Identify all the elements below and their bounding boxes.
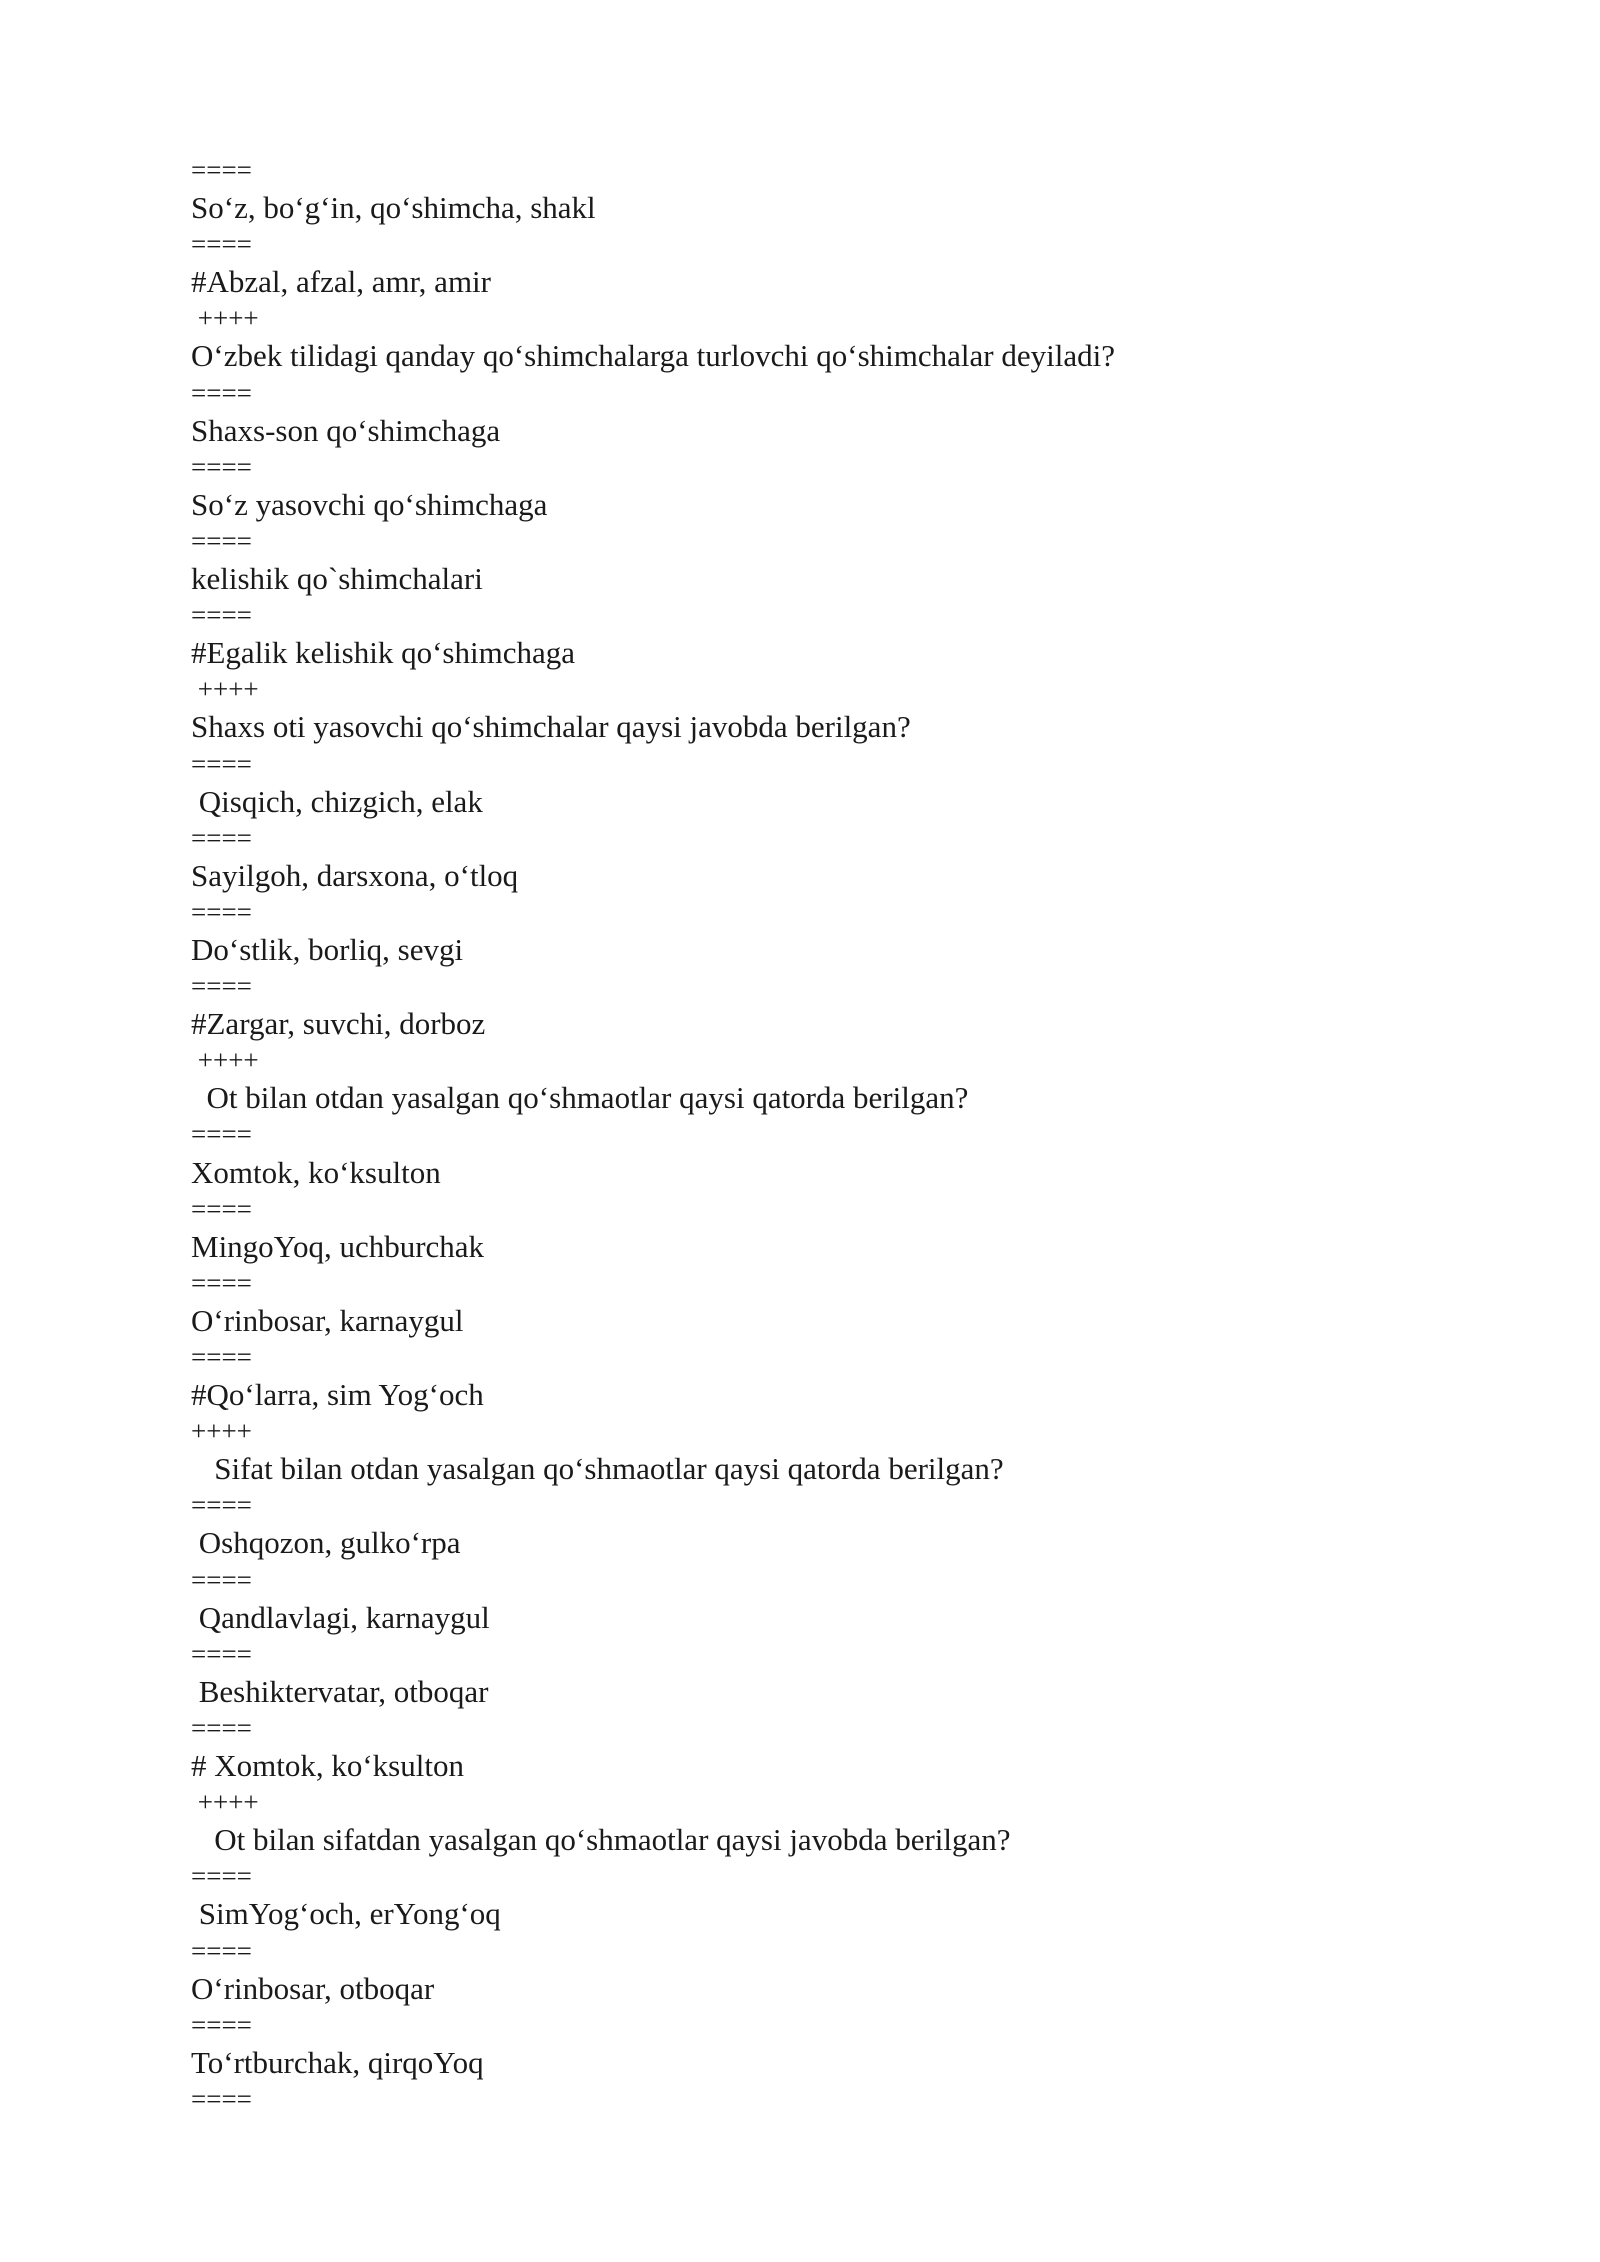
text-line: Ot bilan sifatdan yasalgan qo‘shmaotlar qaysi javobda berilgan? (191, 1822, 1011, 1858)
text-line: MingoYoq, uchburchak (191, 1228, 485, 1264)
separator-line: ++++ (191, 674, 259, 705)
text-line: Qandlavlagi, karnaygul (191, 1599, 490, 1635)
separator-line: ==== (191, 822, 252, 853)
text-line: #Qo‘larra, sim Yog‘och (191, 1377, 484, 1413)
text-line: Xomtok, ko‘ksulton (191, 1154, 441, 1190)
text-line: Oshqozon, gulko‘rpa (191, 1525, 461, 1561)
separator-line: ==== (191, 2083, 252, 2114)
separator-line: ==== (191, 1193, 252, 1224)
text-line: To‘rtburchak, qirqoYoq (191, 2044, 484, 2080)
text-line: Ot bilan otdan yasalgan qo‘shmaotlar qaysi qatorda berilgan? (191, 1080, 969, 1116)
text-line: O‘rinbosar, otboqar (191, 1970, 435, 2006)
document-body (191, 152, 1491, 2118)
text-line: kelishik qo`shimchalari (191, 561, 483, 597)
separator-line: ==== (191, 1935, 252, 1966)
text-line: Shaxs oti yasovchi qo‘shimchalar qaysi javobda berilgan? (191, 709, 911, 745)
separator-line: ==== (191, 229, 252, 260)
text-line: O‘zbek tilidagi qanday qo‘shimchalarga turlovchi qo‘shimchalar deyiladi? (191, 338, 1115, 374)
separator-line: ==== (191, 1712, 252, 1743)
text-line: #Egalik kelishik qo‘shimchaga (191, 635, 575, 671)
separator-line: ==== (191, 1342, 252, 1372)
separator-line: ==== (191, 600, 252, 631)
text-line: Beshiktervatar, otboqar (191, 1673, 489, 1709)
separator-line: ++++ (191, 1416, 252, 1447)
separator-line: ==== (191, 451, 252, 482)
separator-line: ==== (191, 971, 252, 1002)
separator-line: ==== (191, 1861, 252, 1892)
separator-line: ==== (191, 1638, 252, 1669)
text-line: So‘z yasovchi qo‘shimchaga (191, 486, 548, 522)
separator-line: ++++ (191, 303, 259, 334)
text-line: Do‘stlik, borliq, sevgi (191, 931, 464, 967)
separator-line: ==== (191, 1267, 252, 1298)
text-line: So‘z, bo‘g‘in, qo‘shimcha, shakl (191, 190, 596, 226)
text-line: Sayilgoh, darsxona, o‘tloq (191, 857, 519, 893)
text-line: #Zargar, suvchi, dorboz (191, 1006, 486, 1042)
separator-line: ==== (191, 155, 252, 185)
text-line: O‘rinbosar, karnaygul (191, 1302, 464, 1338)
separator-line: ==== (191, 525, 252, 556)
text-line: Qisqich, chizgich, elak (191, 783, 483, 819)
text-line: # Xomtok, ko‘ksulton (191, 1748, 464, 1784)
text-line: #Abzal, afzal, amr, amir (191, 264, 491, 300)
separator-line: ==== (191, 1119, 252, 1150)
separator-line: ==== (191, 1490, 252, 1521)
text-line: SimYog‘och, erYong‘oq (191, 1896, 501, 1932)
separator-line: ==== (191, 2009, 252, 2040)
text-line: Shaxs-son qo‘shimchaga (191, 412, 501, 448)
separator-line: ==== (191, 896, 252, 927)
separator-line: ++++ (191, 1045, 259, 1076)
separator-line: ==== (191, 1564, 252, 1595)
separator-line: ==== (191, 748, 252, 779)
separator-line: ++++ (191, 1787, 259, 1818)
separator-line: ==== (191, 377, 252, 408)
text-line: Sifat bilan otdan yasalgan qo‘shmaotlar qaysi qatorda berilgan? (191, 1451, 1004, 1487)
